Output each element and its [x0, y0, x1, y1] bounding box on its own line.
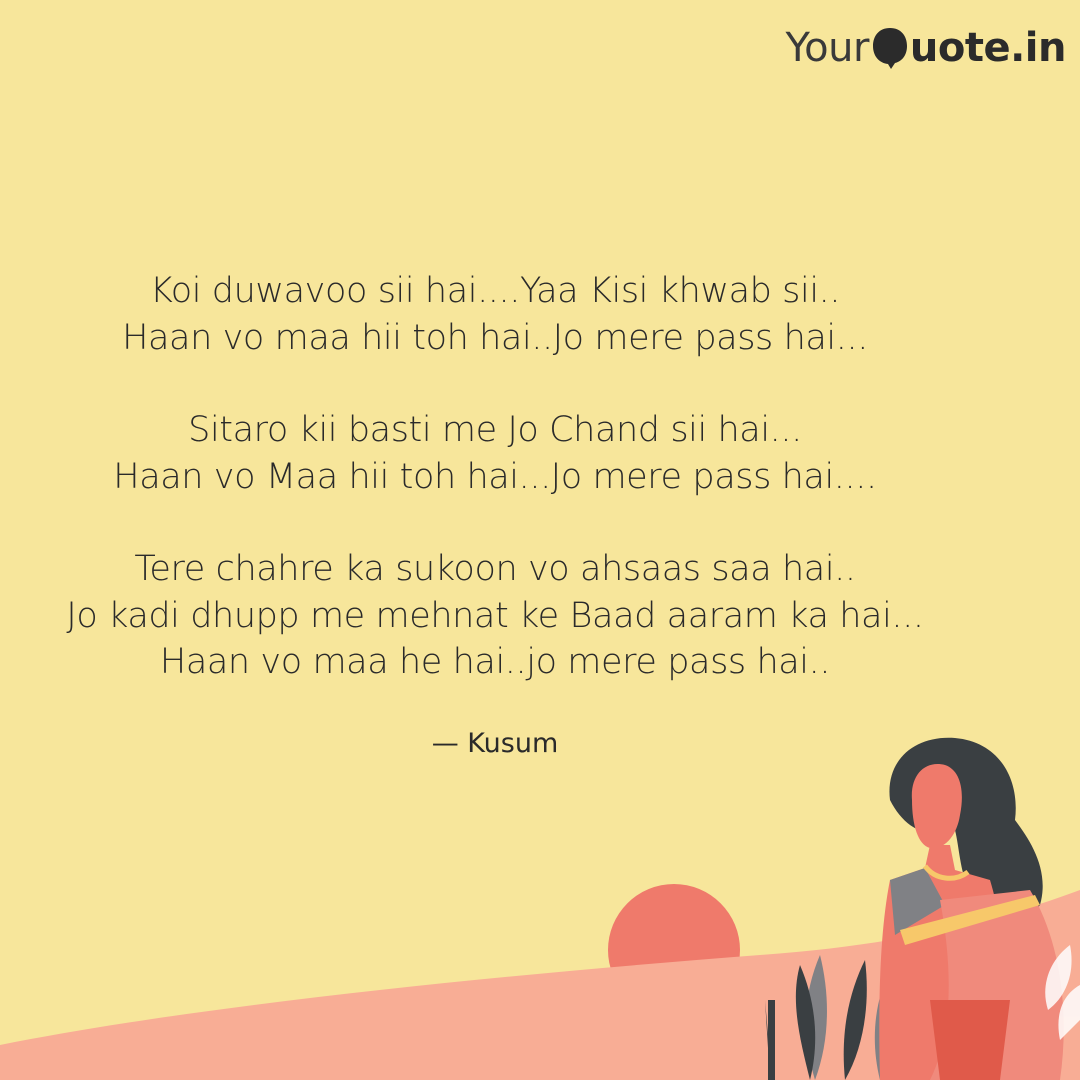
poem-line: Jo kadi dhupp me mehnat ke Baad aaram ka hai... [66, 595, 924, 636]
poem-line: Haan vo maa he hai..jo mere pass hai.. [159, 642, 831, 682]
poem-line: Haan vo maa hii toh hai..Jo mere pass hai... [122, 317, 868, 358]
face-shape [912, 764, 962, 848]
poem-line: Haan vo Maa hii toh hai...Jo mere pass hai.... [113, 456, 877, 497]
poem-line: Koi duwavoo sii hai....Yaa Kisi khwab sii.. [149, 271, 841, 311]
saree-lower [930, 1000, 1010, 1080]
poem-line: Tere chahre ka sukoon vo ahsaas saa hai.. [134, 549, 856, 589]
brand-prefix: Your [785, 25, 869, 71]
poem-line: Sitaro kii basti me Jo Chand sii hai... [188, 410, 802, 450]
author-signature: — Kusum [431, 728, 559, 759]
brand-suffix: uote.in [909, 25, 1066, 71]
